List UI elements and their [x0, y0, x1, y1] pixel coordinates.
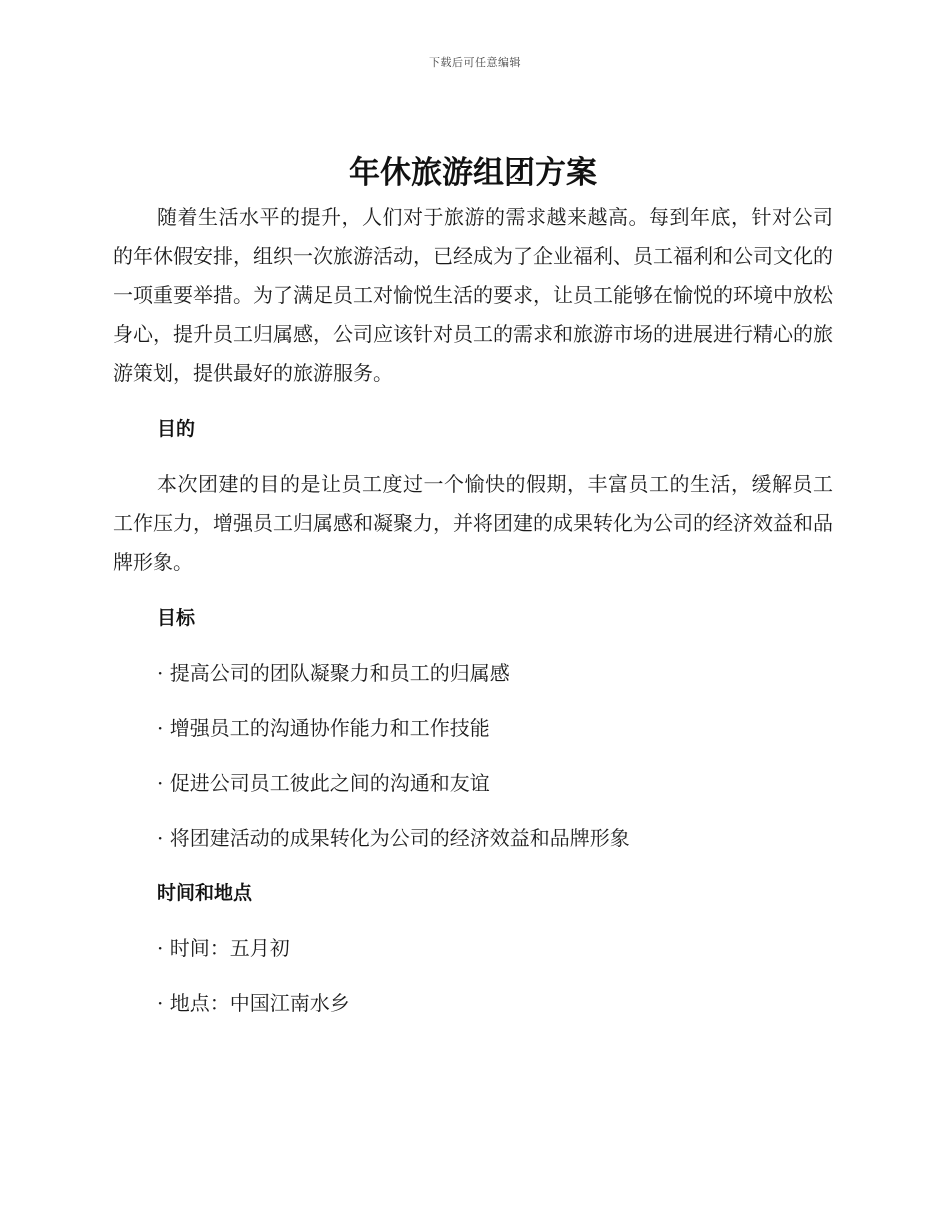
- header-note: 下载后可任意编辑: [429, 56, 521, 69]
- goal-item: · 将团建活动的成果转化为公司的经济效益和品牌形象: [157, 826, 630, 850]
- goal-item: · 增强员工的沟通协作能力和工作技能: [157, 716, 490, 740]
- time-place-heading: 时间和地点: [157, 882, 253, 904]
- purpose-paragraph: 本次团建的目的是让员工度过一个愉快的假期，丰富员工的生活，缓解员工工作压力，增强员工归属感和凝聚力，并将团建的成果转化为公司的经济效益和品牌形象。: [113, 472, 833, 574]
- purpose-heading: 目的: [157, 418, 196, 440]
- document-body: [113, 148, 833, 1017]
- document-title: 年休旅游组团方案: [349, 155, 597, 191]
- goals-heading: 目标: [157, 607, 196, 629]
- place-item: · 地点：中国江南水乡: [157, 991, 350, 1015]
- goal-item: · 提高公司的团队凝聚力和员工的归属感: [157, 661, 510, 685]
- intro-paragraph: 随着生活水平的提升，人们对于旅游的需求越来越高。每到年底，针对公司的年休假安排，组织一次旅游活动，已经成为了企业福利、员工福利和公司文化的一项重要举措。为了满足员工对愉悦生活的要求，让员工能够在愉悦的环境中放松身心，提升员工归属感，公司应该针对员工的需求和旅游市场的进展进行精心的旅游策划，提供最好的旅游服务。: [113, 205, 833, 385]
- goal-item: · 促进公司员工彼此之间的沟通和友谊: [157, 771, 490, 795]
- time-item: · 时间：五月初: [157, 936, 290, 960]
